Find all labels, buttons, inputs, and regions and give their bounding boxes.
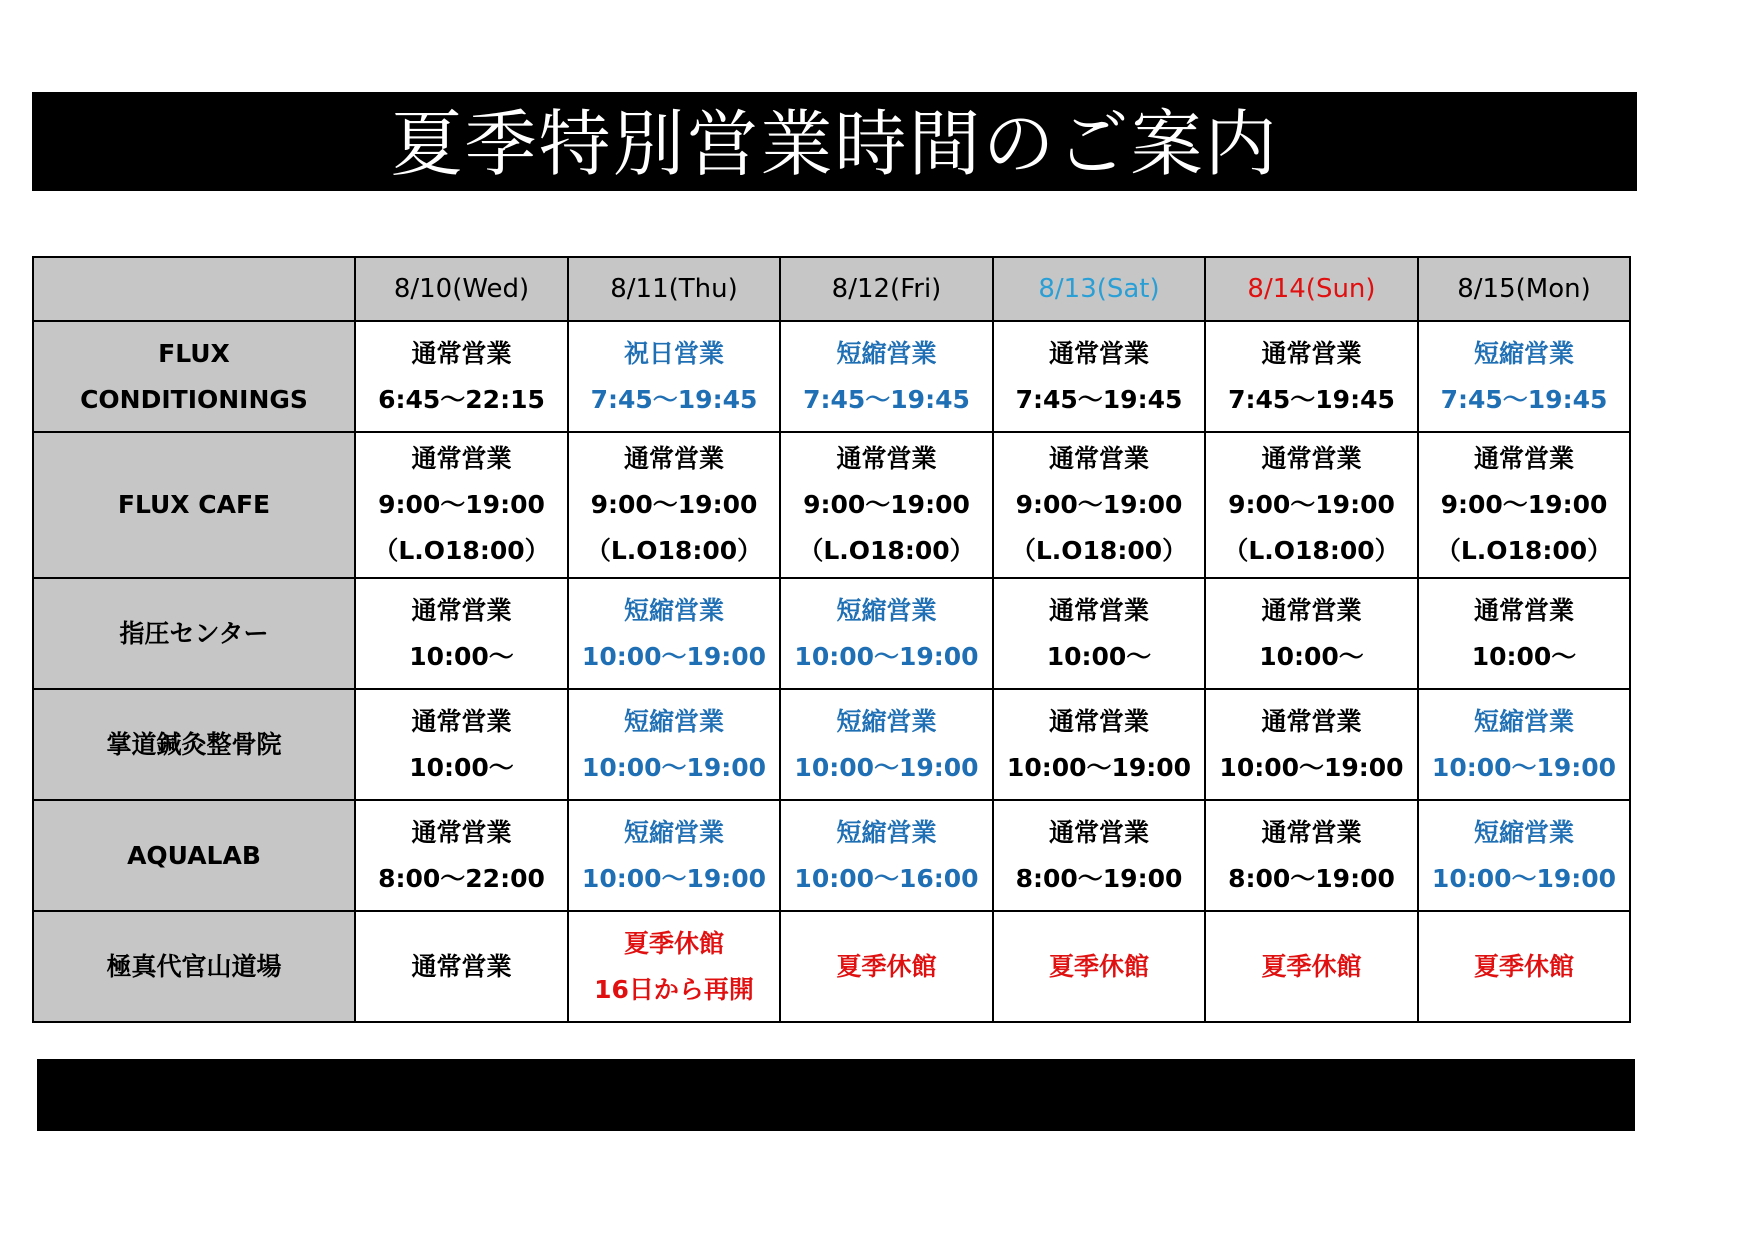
facility-name-line: 掌道鍼灸整骨院 [106,729,282,759]
hours-line: 10:00～19:00 [581,863,767,893]
hours-cell [1205,321,1418,432]
facility-row [33,578,1630,689]
hours-line: 通常営業 [411,595,512,625]
facility-name [33,911,355,1022]
footer-bar [37,1059,1635,1131]
hours-line: 7:45～19:45 [1440,384,1608,414]
hours-cell [1418,800,1630,911]
day-header: 8/14(Sun) [1205,257,1418,321]
hours-line: 8:00～19:00 [1015,863,1183,893]
hours-cell [993,321,1205,432]
facility-name-line: 指圧センター [119,618,269,648]
facility-row [33,432,1630,578]
hours-cell [1418,911,1630,1022]
hours-line: 夏季休館 [1048,951,1149,981]
hours-line: 10:00～ [1471,641,1577,671]
hours-line: 10:00～19:00 [581,641,767,671]
hours-line: 祝日営業 [623,338,724,368]
day-header: 8/12(Fri) [780,257,993,321]
hours-line: 8:00～22:00 [378,863,545,893]
hours-cell [993,800,1205,911]
hours-line: 10:00～ [1046,641,1152,671]
hours-cell [1205,432,1418,578]
facility-name-line: FLUX [158,338,230,368]
hours-line: 通常営業 [1048,706,1149,736]
hours-line: 通常営業 [1048,444,1149,473]
hours-line: 8:00～19:00 [1228,863,1395,893]
hours-line: 9:00～19:00 [1440,490,1608,519]
hours-cell [355,432,568,578]
hours-line: 通常営業 [411,338,512,368]
facility-name [33,321,355,432]
facility-name-line: FLUX CAFE [117,490,271,519]
day-header: 8/15(Mon) [1418,257,1630,321]
hours-line: 7:45～19:45 [590,384,758,414]
hours-line: （L.O18:00） [1010,536,1188,565]
facility-row [33,689,1630,800]
hours-cell [993,689,1205,800]
hours-cell [1418,321,1630,432]
hours-cell [355,911,568,1022]
hours-line: 10:00～ [409,641,514,671]
facility-name [33,578,355,689]
hours-line: 10:00～19:00 [581,752,767,782]
hours-line: （L.O18:00） [798,536,975,565]
hours-cell [1205,911,1418,1022]
title-banner [32,92,1637,191]
hours-cell [1205,578,1418,689]
hours-line: （L.O18:00） [373,536,550,565]
facility-name-line: 極真代官山道場 [106,951,282,981]
facility-name-line: AQUALAB [127,840,261,870]
hours-line: 10:00～ [409,752,514,782]
hours-line: 9:00～19:00 [1015,490,1183,519]
hours-cell [780,800,993,911]
hours-line: 9:00～19:00 [1228,490,1395,519]
facility-row [33,321,1630,432]
hours-line: 通常営業 [623,444,724,473]
hours-line: 通常営業 [1261,706,1362,736]
hours-cell [780,911,993,1022]
hours-line: 通常営業 [411,817,512,847]
hours-cell [993,911,1205,1022]
hours-cell [355,800,568,911]
hours-line: 夏季休館 [623,928,724,958]
hours-cell [1205,689,1418,800]
hours-cell [355,321,568,432]
hours-line: 夏季休館 [1473,951,1574,981]
hours-line: 7:45～19:45 [803,384,970,414]
day-header: 8/13(Sat) [993,257,1205,321]
hours-line: 通常営業 [836,444,937,473]
hours-line: （L.O18:00） [1435,536,1613,565]
hours-line: 9:00～19:00 [803,490,970,519]
hours-line: 通常営業 [1473,595,1574,625]
hours-line: 短縮営業 [623,595,724,625]
hours-line: 通常営業 [411,706,512,736]
facility-row [33,911,1630,1022]
hours-line: 10:00～19:00 [1431,752,1617,782]
hours-line: 短縮営業 [623,817,724,847]
hours-line: 通常営業 [411,444,512,473]
hours-line: 10:00～16:00 [794,863,979,893]
facility-row [33,800,1630,911]
hours-cell [780,578,993,689]
header-row [33,257,1630,321]
hours-cell [568,321,780,432]
hours-cell [1418,432,1630,578]
hours-line: 短縮営業 [623,706,724,736]
hours-line: （L.O18:00） [1223,536,1400,565]
hours-line: 10:00～19:00 [1006,752,1192,782]
hours-cell [355,689,568,800]
hours-line: 6:45～22:15 [378,384,545,414]
hours-line: 通常営業 [411,951,512,981]
hours-line: 10:00～19:00 [794,752,979,782]
hours-line: 短縮営業 [836,338,937,368]
hours-cell [568,578,780,689]
hours-line: 10:00～19:00 [1431,863,1617,893]
hours-line: 7:45～19:45 [1015,384,1183,414]
hours-cell [568,800,780,911]
hours-line: 通常営業 [1473,444,1574,473]
hours-cell [568,432,780,578]
hours-line: 通常営業 [1048,595,1149,625]
corner-cell [33,257,355,321]
hours-line: 短縮営業 [836,817,937,847]
hours-line: 通常営業 [1261,595,1362,625]
facility-name-line: CONDITIONINGS [80,384,308,414]
hours-line: 通常営業 [1048,817,1149,847]
schedule-table [32,256,1631,1023]
hours-cell [993,432,1205,578]
hours-cell [1418,578,1630,689]
hours-cell [355,578,568,689]
hours-line: 夏季休館 [836,951,937,981]
hours-line: 通常営業 [1261,444,1362,473]
hours-cell [568,911,780,1022]
hours-line: 短縮営業 [1473,338,1574,368]
hours-cell [780,689,993,800]
hours-line: 通常営業 [1261,338,1362,368]
hours-line: 7:45～19:45 [1228,384,1395,414]
hours-cell [993,578,1205,689]
hours-line: 10:00～19:00 [1219,752,1404,782]
hours-line: 16日から再開 [594,974,754,1004]
day-header: 8/10(Wed) [355,257,568,321]
hours-cell [1205,800,1418,911]
hours-cell [780,432,993,578]
hours-line: 短縮営業 [836,595,937,625]
hours-line: 夏季休館 [1261,951,1362,981]
hours-line: 通常営業 [1261,817,1362,847]
day-header: 8/11(Thu) [568,257,780,321]
hours-cell [780,321,993,432]
hours-line: 短縮営業 [1473,706,1574,736]
hours-line: 通常営業 [1048,338,1149,368]
hours-line: 短縮営業 [1473,817,1574,847]
facility-name [33,432,355,578]
facility-name [33,800,355,911]
facility-name [33,689,355,800]
hours-line: 10:00～19:00 [794,641,979,671]
hours-line: 9:00～19:00 [378,490,545,519]
hours-cell [568,689,780,800]
hours-line: 10:00～ [1259,641,1364,671]
hours-cell [1418,689,1630,800]
hours-line: （L.O18:00） [585,536,763,565]
hours-line: 9:00～19:00 [590,490,758,519]
page-title: 夏季特別営業時間のご案内 [390,101,1279,186]
hours-line: 短縮営業 [836,706,937,736]
